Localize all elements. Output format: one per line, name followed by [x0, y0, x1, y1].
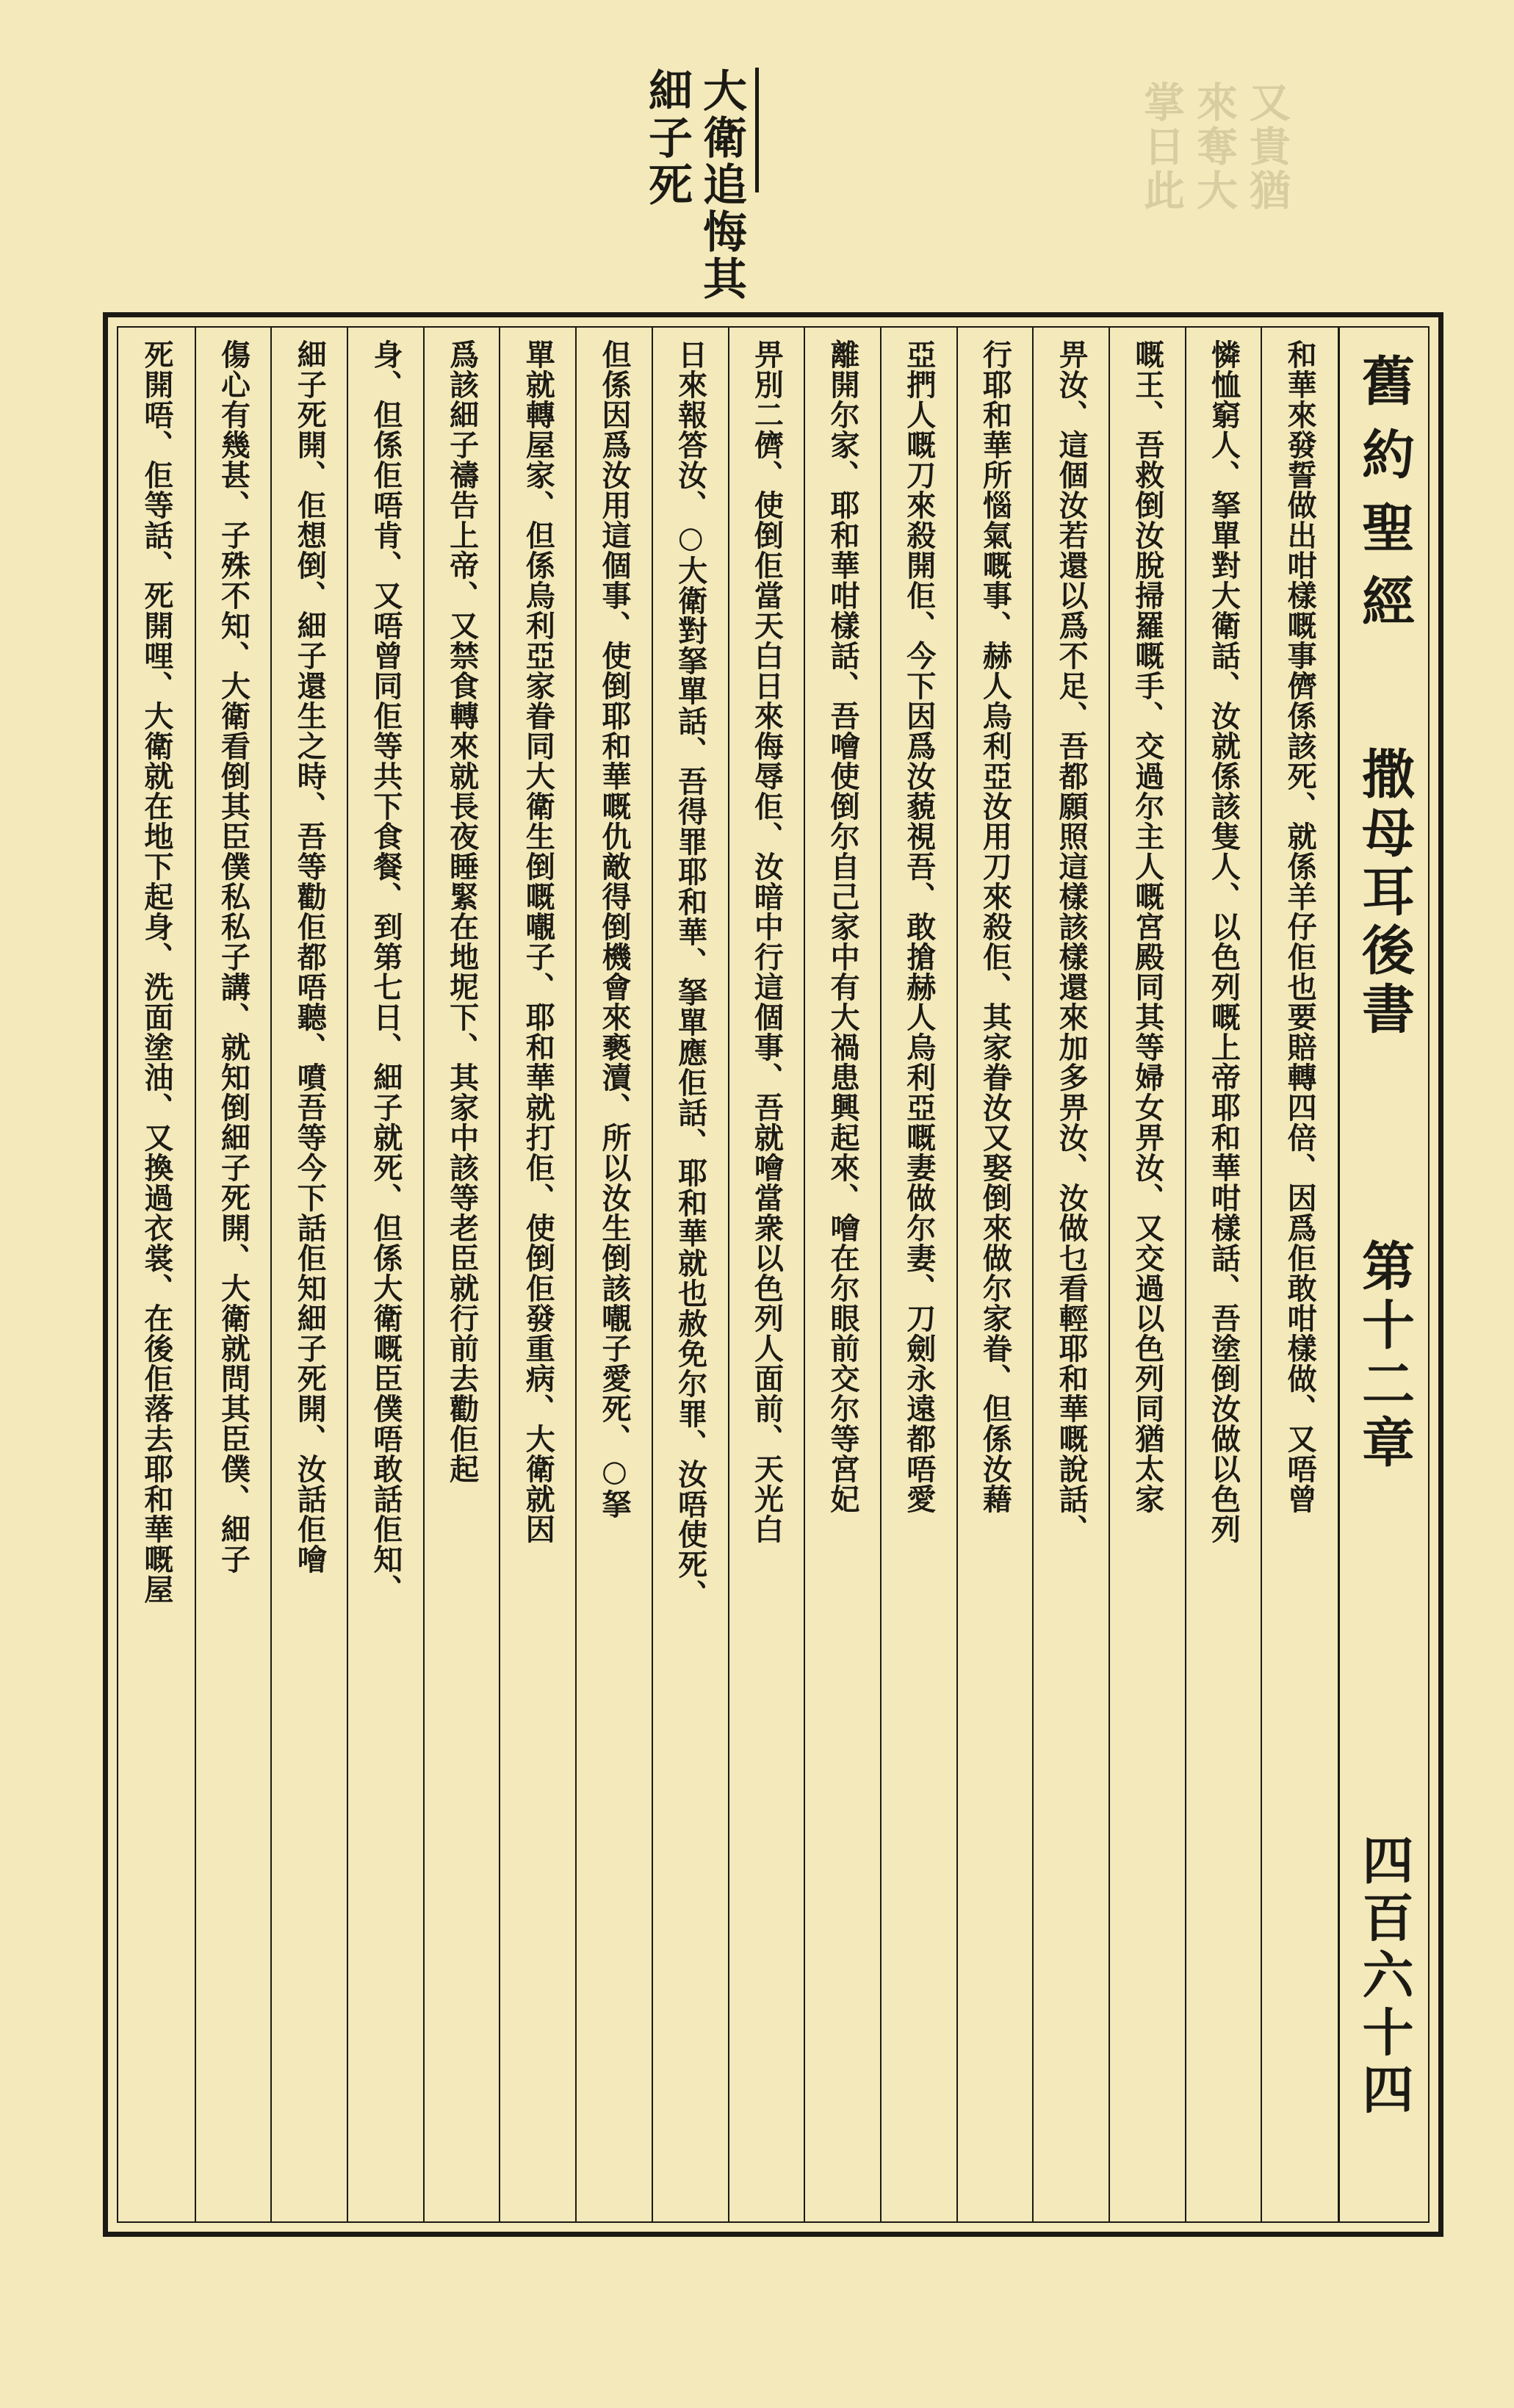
header-book: 撒母耳後書: [1353, 746, 1416, 1040]
text-frame-inner: [117, 326, 1430, 2223]
text-column: [1032, 328, 1109, 2221]
text-line: 畀別二儕、使倒佢當天白日來侮辱佢、汝暗中行這個事、吾就噲當衆以色列人面前、天光白: [749, 339, 785, 1544]
body-text: [118, 328, 1337, 2221]
running-header: [1338, 328, 1428, 2221]
text-frame: [103, 312, 1443, 2237]
text-line: 死開唔、佢等話、死開哩、大衛就在地下起身、洗面塗油、又換過衣裳、在後佢落去耶和華嘅屋: [139, 339, 174, 1604]
bleed-through-text: [1139, 81, 1290, 301]
text-column: [195, 328, 271, 2221]
header-title: 舊約聖經: [1353, 353, 1416, 647]
text-line: 和華來發誓做出咁樣嘅事儕係該死、就係羊仔佢也要賠轉四倍、因爲佢敢咁樣做、又唔曾: [1283, 339, 1318, 1514]
margin-note-bar: [755, 68, 759, 192]
margin-note: [643, 68, 746, 303]
text-column: [804, 328, 880, 2221]
margin-note-line-1: 大衛追悔其: [696, 68, 747, 303]
text-column: [118, 328, 195, 2221]
bleed-through-column: 又貴猶: [1243, 81, 1291, 213]
text-column: [956, 328, 1033, 2221]
text-line: 細子死開、佢想倒、細子還生之時、吾等勸佢都唔聽、噴吾等今下話佢知細子死開、汝話佢噲: [292, 339, 328, 1574]
text-column: [499, 328, 575, 2221]
header-page-number: 四百六十四: [1354, 1834, 1415, 2120]
text-line: 離開尔家、耶和華咁樣話、吾噲使倒尔自己家中有大禍患興起來、噲在尔眼前交尔等宮妃: [826, 339, 861, 1514]
text-line: 但係因爲汝用這個事、使倒耶和華嘅仇敵得倒機會來褻瀆、所以汝生倒該𡃁子愛死、○拏: [596, 339, 632, 1519]
text-column: [423, 328, 500, 2221]
text-column: [1109, 328, 1185, 2221]
text-line: 嘅王、吾救倒汝脫掃羅嘅手、交過尔主人嘅宮殿同其等婦女畀汝、又交過以色列同猶太家: [1130, 339, 1165, 1514]
text-line: 傷心有幾甚、子殊不知、大衛看倒其臣僕私私子講、就知倒細子死開、大衛就問其臣僕、細子: [216, 339, 251, 1574]
text-line: 亞捫人嘅刀來殺開佢、今下因爲汝藐視吾、敢搶赫人烏利亞嘅妻做尔妻、刀劍永遠都唔愛: [901, 339, 937, 1514]
text-line: 爲該細子禱告上帝、又禁食轉來就長夜睡緊在地坭下、其家中該等老臣就行前去勸佢起: [444, 339, 480, 1484]
margin-note-line-2: 細子死: [641, 68, 693, 209]
text-line: 日來報答汝、○大衛對拏單話、吾得罪耶和華、拏單應佢話、耶和華就也赦免尔罪、汝唔使死、: [673, 339, 708, 1609]
text-column: [728, 328, 804, 2221]
text-line: 身、但係佢唔肯、又唔曾同佢等共下食餐、到第七日、細子就死、但係大衛嘅臣僕唔敢話佢知、: [368, 339, 403, 1604]
text-column: [347, 328, 423, 2221]
text-column: [1261, 328, 1337, 2221]
bleed-through-column: 來奪大: [1190, 81, 1239, 213]
text-column: [575, 328, 652, 2221]
text-line: 憐恤窮人、拏單對大衛話、汝就係該隻人、以色列嘅上帝耶和華咁樣話、吾塗倒汝做以色列: [1206, 339, 1241, 1544]
text-column: [1185, 328, 1261, 2221]
text-column: [270, 328, 347, 2221]
text-line: 行耶和華所惱氣嘅事、赫人烏利亞汝用刀來殺佢、其家眷汝又娶倒來做尔家眷、但係汝藉: [978, 339, 1013, 1514]
text-line: 單就轉屋家、但係烏利亞家眷同大衛生倒嘅𡃁子、耶和華就打佢、使倒佢發重病、大衛就因: [521, 339, 556, 1544]
text-column: [652, 328, 728, 2221]
text-line: 畀汝、這個汝若還以爲不足、吾都願照這樣該樣還來加多畀汝、汝做乜看輕耶和華嘅說話、: [1054, 339, 1089, 1544]
header-chapter: 第十二章: [1353, 1239, 1416, 1474]
bleed-through-column: 掌日此: [1137, 81, 1186, 213]
text-column: [880, 328, 956, 2221]
